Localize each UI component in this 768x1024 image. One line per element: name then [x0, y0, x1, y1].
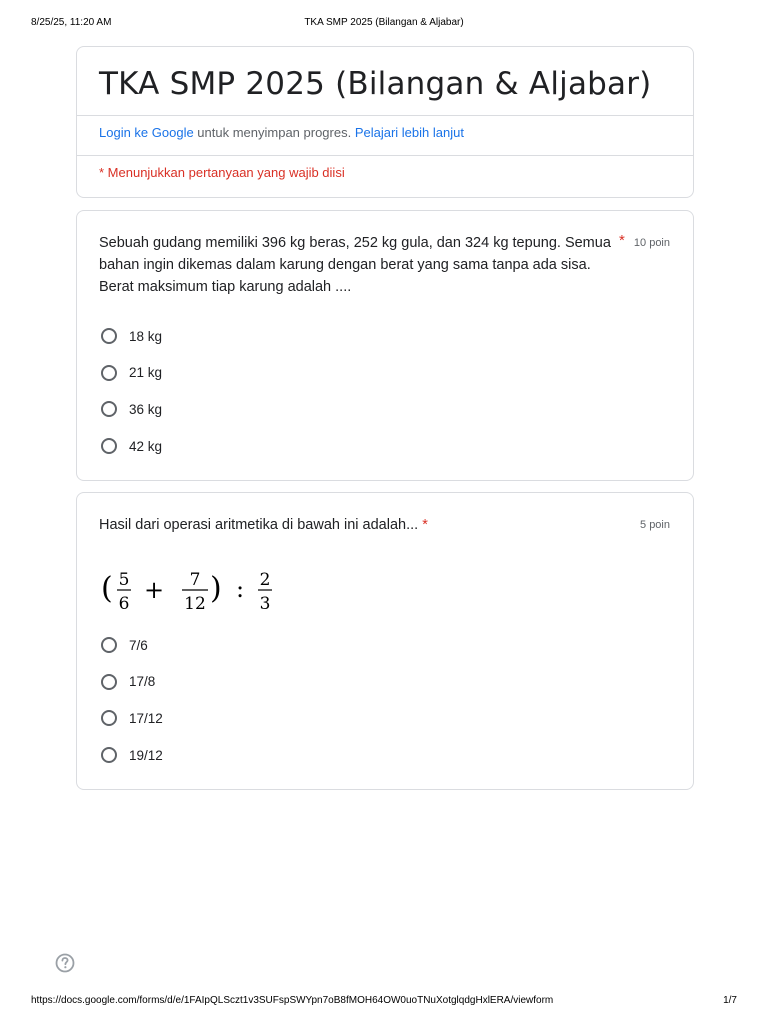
- option-item[interactable]: [99, 391, 162, 428]
- option-item[interactable]: [99, 627, 163, 664]
- required-asterisk: *: [418, 517, 428, 533]
- question-card-2: [76, 492, 694, 790]
- radio-unchecked-icon[interactable]: [101, 710, 117, 726]
- divider: [77, 115, 693, 116]
- login-link[interactable]: Login ke Google: [99, 125, 194, 140]
- required-note: * Menunjukkan pertanyaan yang wajib diisi: [99, 165, 345, 180]
- equation-plus: +: [143, 576, 165, 604]
- option-label: 17/8: [129, 674, 156, 690]
- print-url: https://docs.google.com/forms/d/e/1FAIpQLSczt1v3SUFspSWYpn7oB8fMOH64OW0uoTNuXotglqdgHxlERA/viewform: [31, 995, 554, 1006]
- question-card-1: [76, 210, 694, 481]
- print-header: [0, 17, 768, 31]
- option-label: 17/12: [129, 710, 163, 726]
- radio-unchecked-icon[interactable]: [101, 401, 117, 417]
- option-item[interactable]: [99, 428, 162, 465]
- option-item[interactable]: [99, 664, 163, 701]
- required-asterisk: *: [619, 232, 625, 249]
- radio-unchecked-icon[interactable]: [101, 438, 117, 454]
- fraction-denominator: 3: [259, 594, 271, 614]
- option-label: 19/12: [129, 747, 163, 763]
- fraction-numerator: 7: [189, 570, 201, 590]
- option-item[interactable]: [99, 355, 162, 392]
- help-circle-icon[interactable]: [55, 953, 75, 973]
- option-label: 18 kg: [129, 328, 163, 344]
- login-notice: [99, 125, 464, 140]
- radio-unchecked-icon[interactable]: [101, 747, 117, 763]
- question-text: Sebuah gudang memiliki 396 kg beras, 252 kg gula, dan 324 kg tepung. Semua bahan ingin dikemas dalam karung dengan berat yang sama tanpa ada sisa. Berat maksimum tiap karung adalah ....: [99, 235, 611, 295]
- radio-group: [99, 627, 163, 773]
- question-text: [99, 514, 599, 536]
- option-label: 36 kg: [129, 401, 163, 417]
- fraction-denominator: 12: [184, 594, 206, 614]
- question-points: 5 poin: [640, 519, 670, 531]
- math-equation: [99, 563, 299, 619]
- radio-group: [99, 318, 162, 464]
- option-item[interactable]: [99, 318, 162, 355]
- option-label: 42 kg: [129, 438, 163, 454]
- equation-close-paren: ): [210, 571, 222, 606]
- login-notice-text: untuk menyimpan progres.: [193, 125, 355, 140]
- equation-colon: :: [235, 575, 245, 603]
- learn-more-link[interactable]: Pelajari lebih lanjut: [354, 125, 464, 140]
- radio-unchecked-icon[interactable]: [101, 365, 117, 381]
- option-item[interactable]: [99, 737, 163, 774]
- fraction-numerator: 2: [259, 570, 271, 590]
- print-page-number: 1/7: [723, 995, 737, 1006]
- option-item[interactable]: [99, 700, 163, 737]
- form-title: TKA SMP 2025 (Bilangan & Aljabar): [99, 66, 652, 102]
- option-label: 7/6: [129, 637, 148, 653]
- divider: [77, 155, 693, 156]
- form-header-card: [76, 46, 694, 198]
- question-points: 10 poin: [633, 237, 670, 249]
- print-footer: [0, 995, 768, 1009]
- fraction-denominator: 6: [118, 594, 130, 614]
- radio-unchecked-icon[interactable]: [101, 637, 117, 653]
- question-text-body: Hasil dari operasi aritmetika di bawah ini adalah...: [99, 517, 419, 533]
- print-title: TKA SMP 2025 (Bilangan & Aljabar): [304, 17, 464, 28]
- radio-unchecked-icon[interactable]: [101, 328, 117, 344]
- option-label: 21 kg: [129, 365, 163, 381]
- print-datetime: 8/25/25, 11:20 AM: [31, 17, 112, 28]
- fraction-numerator: 5: [118, 570, 130, 590]
- radio-unchecked-icon[interactable]: [101, 674, 117, 690]
- equation-open-paren: (: [101, 571, 113, 606]
